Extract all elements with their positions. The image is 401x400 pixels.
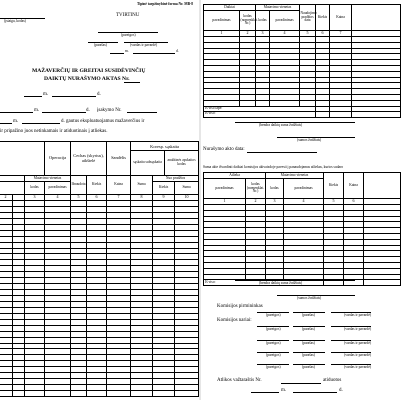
items-table-body <box>0 201 199 397</box>
col-warehouse: Sandėlis <box>107 142 131 176</box>
col-unit-w: Matavimo vienetas <box>266 173 324 179</box>
ridx-1: 1 <box>204 31 240 37</box>
widx-4: 4 <box>284 199 324 205</box>
table-cell <box>175 391 199 397</box>
col-written-off: Nuo pradžios <box>153 176 199 182</box>
col-items: Daiktai <box>204 5 256 11</box>
waste-total-extra <box>364 280 401 286</box>
widx-1: 1 <box>204 199 246 205</box>
table-cell <box>13 391 25 397</box>
act-number-line <box>124 82 140 83</box>
signature-caption: (vardas ir pavardė) <box>344 326 372 331</box>
ridx-6: 6 <box>316 31 330 37</box>
col-qty-r: Kiekis <box>316 5 330 31</box>
col-sum: Suma <box>131 176 153 195</box>
widx-6: 6 <box>344 199 364 205</box>
col-code-w: kodas <box>266 179 284 199</box>
ridx-2: 2 <box>240 31 256 37</box>
table-cell <box>153 391 175 397</box>
signature-caption: (pareigos) <box>266 312 281 317</box>
page-total-label: Iš viso lape: <box>204 106 316 112</box>
total-amount-label: (bendra daiktų suma žodžiais) <box>259 122 303 127</box>
col-name-r: pavadinimas <box>204 11 240 31</box>
disposal-text: ir pripažino juos netinkamais ir atiduotinais į atliekas. <box>0 129 108 134</box>
col-start-date: Naudojimo pradžios data <box>300 5 316 31</box>
approver-name-label: (vardas ir pavardė) <box>130 42 158 47</box>
signature-caption: (parašas) <box>302 326 315 331</box>
ridx-3: 3 <box>256 31 270 37</box>
idx-3: 4 <box>45 195 71 201</box>
col-code: kodas <box>25 182 45 195</box>
col-qty-w: Kiekis <box>324 173 344 199</box>
table-row <box>0 391 199 397</box>
commission-chair-label: Komisijos pirmininkas <box>217 304 263 309</box>
signature-caption: (pareigos) <box>266 340 281 345</box>
received-year-suffix: m. <box>13 119 19 124</box>
signature-caption: (parašas) <box>302 364 315 369</box>
ridx-7: 7 <box>330 31 352 37</box>
order-day-line <box>42 112 86 113</box>
items-continued-body <box>204 37 401 107</box>
act-title-line2: DAIKTŲ NURAŠYMO AKTAS Nr. <box>44 76 130 82</box>
col-unit: Matavimo vienetas <box>25 176 71 182</box>
signature-caption: (parašas) <box>302 352 315 357</box>
grand-total-qty <box>316 112 330 118</box>
order-prefix-line <box>0 112 33 113</box>
col-waste: Atlieka <box>204 173 266 179</box>
items-continued-table <box>203 4 401 118</box>
header-blank <box>0 142 45 176</box>
act-date-year-line <box>24 96 42 97</box>
col-used-from: Išnaudota <box>71 176 87 195</box>
order-day-suffix: d. <box>86 108 90 113</box>
approver-position-label: (pareigos) <box>121 32 136 37</box>
waste-table-body <box>204 205 401 280</box>
idx-2: 3 <box>25 195 45 201</box>
commission-members-label: Komisijos nariai: <box>217 318 252 323</box>
signature-caption: (parašas) <box>302 340 315 345</box>
act-date-day-suffix: d. <box>97 92 101 97</box>
signature-caption: (vardas ir pavardė) <box>344 352 372 357</box>
waybill-suffix: atiduotos <box>323 378 342 383</box>
received-day-line <box>22 123 60 124</box>
idx-5: 6 <box>87 195 107 201</box>
right-page <box>201 0 400 400</box>
approval-year-suffix: m. <box>125 49 129 53</box>
signature-caption: (pareigos) <box>266 352 281 357</box>
order-number-line <box>127 112 157 113</box>
waybill-year-line <box>251 392 279 393</box>
signature-caption: (parašas) <box>302 312 315 317</box>
col-unitname-w: pavadinimas <box>284 179 324 199</box>
signature-caption: (vardas ir pavardė) <box>344 340 372 345</box>
waste-total-label: Iš viso: <box>204 280 324 286</box>
table-cell <box>71 391 87 397</box>
col-code-nom-r: kodas (nomenklat. Nr.) <box>240 11 256 31</box>
agency-label: (įstaiga, kodas) <box>4 18 26 23</box>
col-extra-r <box>352 5 401 31</box>
col-unit-r: Matavimo vienetas <box>256 5 300 11</box>
approval-day-suffix: d. <box>176 49 179 53</box>
waybill-label: Atlikos važtaraštis Nr. <box>217 378 262 383</box>
widx-2: 2 <box>246 199 266 205</box>
ridx-5: 5 <box>300 31 316 37</box>
grand-total-price <box>330 112 352 118</box>
waybill-day-suffix: d. <box>339 388 343 393</box>
waste-amount-label: (bendra daiktų suma žodžiais) <box>259 280 303 285</box>
waste-sum-label: (sumos žodžiais) <box>297 295 322 300</box>
form-reference: Tipinė tarpžinybinė forma Nr. MB-8 <box>136 2 193 6</box>
col-price-r: Kaina <box>330 5 352 31</box>
col-wo-qty: Kiekis <box>153 182 175 195</box>
waste-table <box>203 172 401 286</box>
act-date-line <box>247 152 317 153</box>
idx-4: 5 <box>71 195 87 201</box>
blank-b <box>0 182 25 195</box>
col-operation: Operacija <box>45 142 71 176</box>
act-title-line1: MAŽAVERČIŲ IR GREITAI SUSIDĖVINČIŲ <box>32 68 146 74</box>
signature-caption: (vardas ir pavardė) <box>344 312 372 317</box>
table-cell <box>131 391 153 397</box>
received-year-line <box>0 123 12 124</box>
waste-paragraph: Suma akte išvardinti daiktai komisijos akivaizdoje pavesti į panaudojamas atliekas, kurios sudaro <box>203 165 344 169</box>
signature-caption: (vardas ir pavardė) <box>344 364 372 369</box>
subaccount-label: sąskaita subsąskaita <box>131 151 165 175</box>
idx-6: 7 <box>107 195 131 201</box>
order-number-label: įsakymo Nr. <box>97 108 122 113</box>
approval-year-line <box>110 53 124 54</box>
col-price: Kaina <box>107 176 131 195</box>
col-corr-account <box>131 142 199 176</box>
col-code-nom-w: kodas (nomenklat. Nr.) <box>246 179 266 199</box>
col-wo-sum: Suma <box>175 182 199 195</box>
widx-5: 5 <box>324 199 344 205</box>
table-cell <box>25 391 45 397</box>
idx-8: 9 <box>153 195 175 201</box>
col-qty: Kiekis <box>87 176 107 195</box>
idx-9: 10 <box>175 195 199 201</box>
items-table <box>0 141 199 397</box>
grand-total-extra <box>352 112 401 118</box>
col-unitname-r: pavadinimas <box>270 11 300 31</box>
widx-3: 3 <box>266 199 284 205</box>
col-name-w: pavadinimas <box>204 179 246 199</box>
table-cell <box>45 391 71 397</box>
waybill-day-line <box>293 392 337 393</box>
table-cell <box>107 391 131 397</box>
left-page <box>0 0 199 400</box>
table-cell <box>0 391 13 397</box>
table-cell <box>87 391 107 397</box>
idx-1: 2 <box>0 195 13 201</box>
corr-account-label: Koresp. sąskaita <box>131 142 198 151</box>
waybill-number-line <box>281 383 321 384</box>
signature-caption: (pareigos) <box>266 326 281 331</box>
approve-heading: TVIRTINU <box>116 13 140 18</box>
idx-7: 8 <box>131 195 153 201</box>
waybill-year-suffix: m. <box>281 388 287 393</box>
grand-total-label: Iš viso: <box>204 112 316 118</box>
act-date-day-line <box>52 96 96 97</box>
col-name: pavadinimas <box>45 182 71 195</box>
act-date-year-suffix: m. <box>43 92 49 97</box>
received-text: d. gautus eksploatuojamus mažaverčius ir <box>61 119 145 124</box>
order-year-suffix: m. <box>34 108 40 113</box>
col-code-r: kodas <box>256 11 270 31</box>
col-price-w: Kaina <box>344 173 364 199</box>
ridx-4: 4 <box>270 31 300 37</box>
approval-day-line <box>133 53 175 54</box>
approver-signature-label: (parašas) <box>94 42 107 47</box>
sum-words-label: (sumos žodžiais) <box>297 137 322 142</box>
analytic-code-label: analitinės apskaitos kodas <box>167 158 196 166</box>
col-extra-w <box>364 173 401 199</box>
col-department: Cechas (skyrius), aikštelė <box>71 142 107 176</box>
act-date-label: Nurašymo akto data: <box>203 147 245 152</box>
signature-caption: (pareigos) <box>266 364 281 369</box>
